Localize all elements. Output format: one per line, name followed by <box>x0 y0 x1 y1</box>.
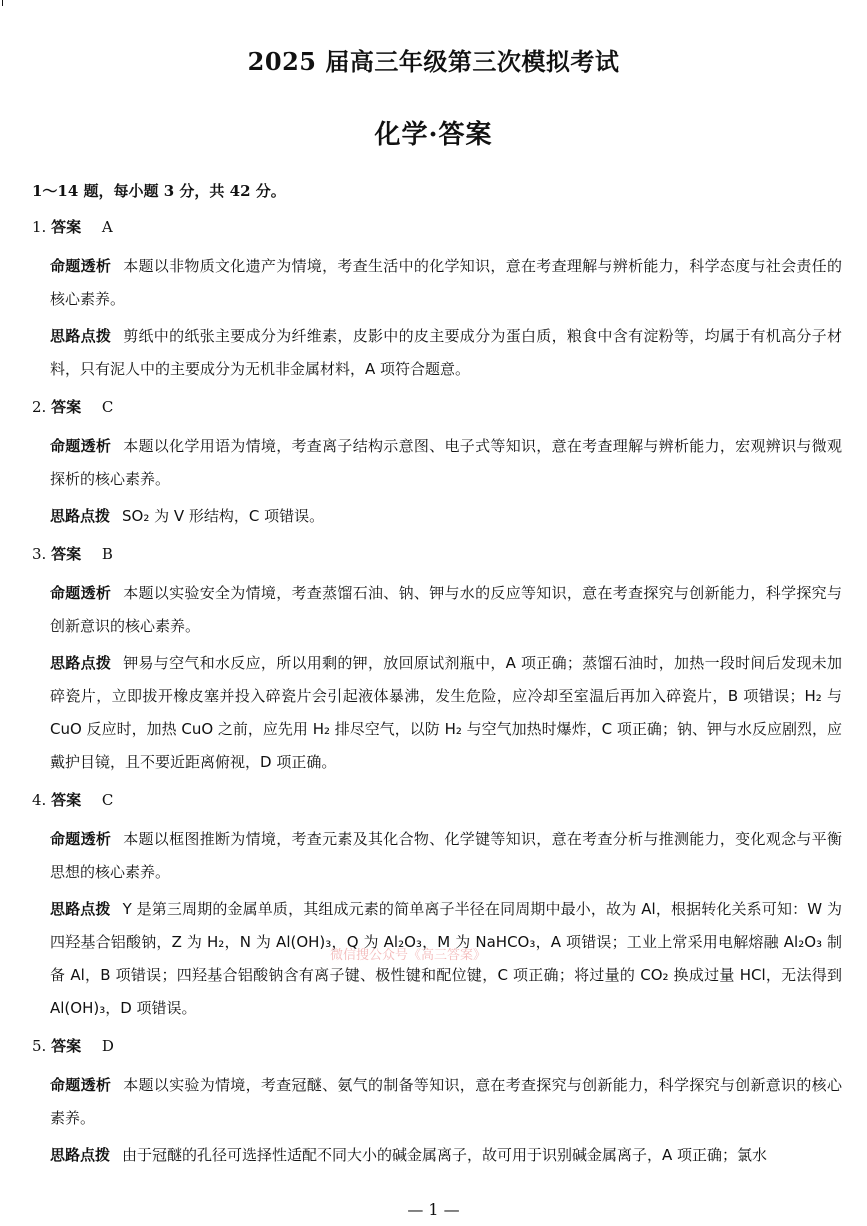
intent-label: 命题透析 <box>50 1076 112 1094</box>
question-5 <box>32 1035 842 1172</box>
explain-paragraph <box>50 647 842 779</box>
question-header <box>32 216 842 238</box>
explain-paragraph <box>50 320 842 386</box>
corner-mark <box>2 0 9 6</box>
explain-label: 思路点拨 <box>50 900 111 918</box>
intent-label: 命题透析 <box>50 437 112 455</box>
answer-label: 答案 <box>51 398 82 416</box>
scoring-intro: 1～14 题，每小题 3 分，共 42 分。 <box>32 182 286 200</box>
intent-text: 本题以非物质文化遗产为情境，考查生活中的化学知识，意在考查理解与辨析能力，科学态度与社会责任的核心素养。 <box>50 257 842 308</box>
question-3 <box>32 543 842 779</box>
intent-text: 本题以实验为情境，考查冠醚、氨气的制备等知识，意在考查探究与创新能力，科学探究与创新意识的核心素养。 <box>50 1076 842 1127</box>
answer-content <box>32 180 842 1176</box>
answer-label: 答案 <box>51 1037 82 1055</box>
explain-label: 思路点拨 <box>50 507 111 525</box>
question-number: 5. <box>32 1037 47 1055</box>
question-number: 3. <box>32 545 47 563</box>
intent-paragraph <box>50 430 842 496</box>
question-number: 2. <box>32 398 47 416</box>
explain-text: Y 是第三周期的金属单质，其组成元素的简单离子半径在同周期中最小，故为 Al，根据转化关系可知：W 为四羟基合铝酸钠，Z 为 H₂，N 为 Al(OH)₃，Q 为 Al₂O₃，M 为 NaHCO₃，A 项错误；工业上常采用电解熔融 Al₂O₃ 制备 Al，B 项错误；四羟基合铝酸钠含有离子键、极性键和配位键，C 项正确；将过量的 CO₂ 换成过量 HCl，无法得到 Al(OH)₃，D 项错误。 <box>50 900 842 1017</box>
question-number: 4. <box>32 791 47 809</box>
question-header <box>32 1035 842 1057</box>
explain-text: 剪纸中的纸张主要成分为纤维素，皮影中的皮主要成分为蛋白质，粮食中含有淀粉等，均属于有机高分子材料，只有泥人中的主要成分为无机非金属材料，A 项符合题意。 <box>50 327 842 378</box>
explain-text: SO₂ 为 V 形结构，C 项错误。 <box>122 507 325 525</box>
explain-paragraph <box>50 1139 842 1172</box>
answer-choice: D <box>101 1037 114 1055</box>
explain-text: 钾易与空气和水反应，所以用剩的钾，放回原试剂瓶中，A 项正确；蒸馏石油时，加热一段时间后发现未加碎瓷片，立即拔开橡皮塞并投入碎瓷片会引起液体暴沸，发生危险，应冷却至室温后再加入碎瓷片，B 项错误；H₂ 与 CuO 反应时，加热 CuO 之前，应先用 H₂ 排尽空气，以防 H₂ 与空气加热时爆炸，C 项正确；钠、钾与水反应剧烈，应戴护目镜，且不要近距离俯视，D 项正确。 <box>50 654 842 771</box>
intent-text: 本题以框图推断为情境，考查元素及其化合物、化学键等知识，意在考查分析与推测能力，变化观念与平衡思想的核心素养。 <box>50 830 842 881</box>
explain-label: 思路点拨 <box>50 654 112 672</box>
question-header <box>32 789 842 811</box>
exam-subtitle: 化学·答案 <box>374 120 493 150</box>
question-header <box>32 396 842 418</box>
question-1 <box>32 216 842 386</box>
explain-paragraph <box>50 500 842 533</box>
intent-paragraph <box>50 823 842 889</box>
intent-text: 本题以实验安全为情境，考查蒸馏石油、钠、钾与水的反应等知识，意在考查探究与创新能力，科学探究与创新意识的核心素养。 <box>50 584 842 635</box>
watermark-text: 微信搜公众号《高三答案》 <box>330 948 487 963</box>
page-number: — 1 — <box>407 1200 460 1219</box>
intent-text: 本题以化学用语为情境，考查离子结构示意图、电子式等知识，意在考查理解与辨析能力，宏观辨识与微观探析的核心素养。 <box>50 437 842 488</box>
answer-choice: B <box>101 545 113 563</box>
intent-label: 命题透析 <box>50 257 112 275</box>
answer-choice: C <box>101 791 114 809</box>
question-number: 1. <box>32 218 47 236</box>
explain-text: 由于冠醚的孔径可选择性适配不同大小的碱金属离子，故可用于识别碱金属离子，A 项正确；氯水 <box>122 1146 768 1164</box>
answer-label: 答案 <box>51 545 82 563</box>
explain-label: 思路点拨 <box>50 327 112 345</box>
answer-choice: A <box>101 218 113 236</box>
question-2 <box>32 396 842 533</box>
answer-label: 答案 <box>51 791 82 809</box>
question-header <box>32 543 842 565</box>
intent-label: 命题透析 <box>50 830 112 848</box>
intent-paragraph <box>50 250 842 316</box>
answer-choice: C <box>101 398 114 416</box>
intent-paragraph <box>50 577 842 643</box>
exam-title: 2025 届高三年级第三次模拟考试 <box>247 47 620 76</box>
intent-paragraph <box>50 1069 842 1135</box>
question-4 <box>32 789 842 1025</box>
answer-label: 答案 <box>51 218 82 236</box>
explain-label: 思路点拨 <box>50 1146 111 1164</box>
intent-label: 命题透析 <box>50 584 112 602</box>
